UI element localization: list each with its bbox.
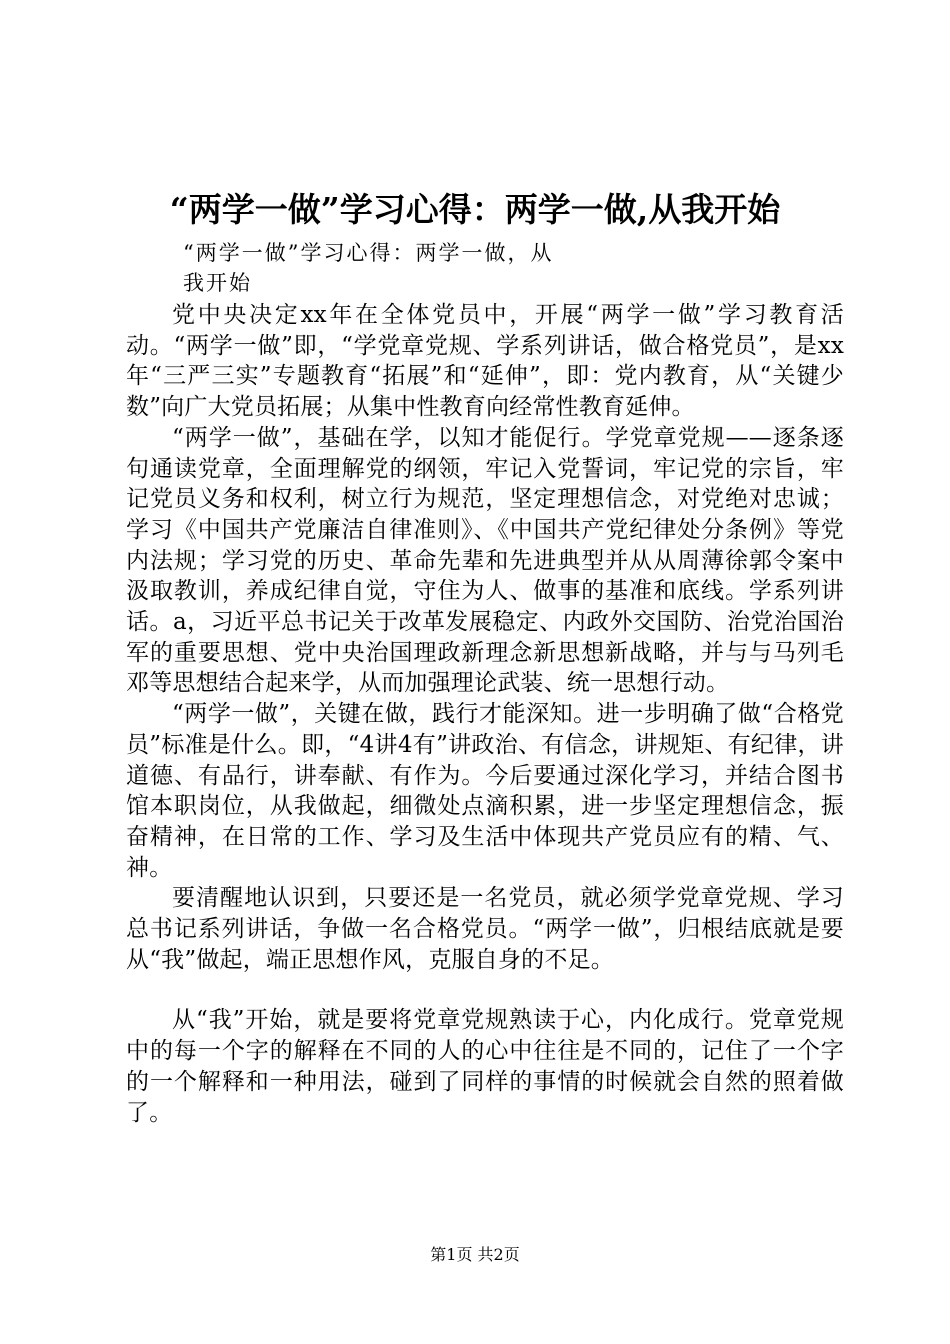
paragraph-5: 从“我”开始，就是要将党章党规熟读于心，内化成行。党章党规中的每一个字的解释在不同的人的心中往往是不同的，记住了一个字的一个解释和一种用法，碰到了同样的事情的时候就会自然的照着做了。 [126,1007,844,1126]
subtitle-line-1: “两学一做”学习心得：两学一做，从 [183,241,554,265]
document-subtitle [183,238,553,298]
paragraph-2: “两学一做”，基础在学，以知才能促行。学党章党规——逐条逐句通读党章，全面理解党的纲领，牢记入党誓词，牢记党的宗旨，牢记党员义务和权利，树立行为规范，坚定理想信念，对党绝对忠诚；学习《中国共产党廉洁自律准则》、《中国共产党纪律处分条例》等党内法规；学习党的历史、革命先辈和先进典型并从从周薄徐郭令案中汲取教训，养成纪律自觉，守住为人、做事的基准和底线。学系列讲话。a，习近平总书记关于改革发展稳定、内政外交国防、治党治国治军的重要思想、党中央治国理政新理念新思想新战略，并与与马列毛邓等思想结合起来学，从而加强理论武装、统一思想行动。 [126,424,844,697]
page-footer: 第1页 共2页 [430,1245,520,1264]
subtitle-line-2: 我开始 [183,271,252,295]
paragraph-3: “两学一做”，关键在做，践行才能深知。进一步明确了做“合格党员”标准是什么。即，“4讲4有”讲政治、有信念，讲规矩、有纪律，讲道德、有品行，讲奉献、有作为。今后要通过深化学习，并结合图书馆本职岗位，从我做起，细微处点滴积累，进一步坚定理想信念，振奋精神，在日常的工作、学习及生活中体现共产党员应有的精、气、神。 [126,701,844,881]
document-title: “两学一做”学习心得：两学一做,从我开始 [169,190,781,229]
paragraph-1: 党中央决定xx年在全体党员中，开展“两学一做”学习教育活动。“两学一做”即，“学党章党规、学系列讲话，做合格党员”，是xx年“三严三实”专题教育“拓展”和“延伸”，即：党内教育，从“关键少数”向广大党员拓展；从集中性教育向经常性教育延伸。 [126,302,844,421]
document-body [126,300,844,1128]
paragraph-4: 要清醒地认识到，只要还是一名党员，就必须学党章党规、学习总书记系列讲话，争做一名合格党员。“两学一做”，归根结底就是要从“我”做起，端正思想作风，克服自身的不足。 [126,885,844,973]
